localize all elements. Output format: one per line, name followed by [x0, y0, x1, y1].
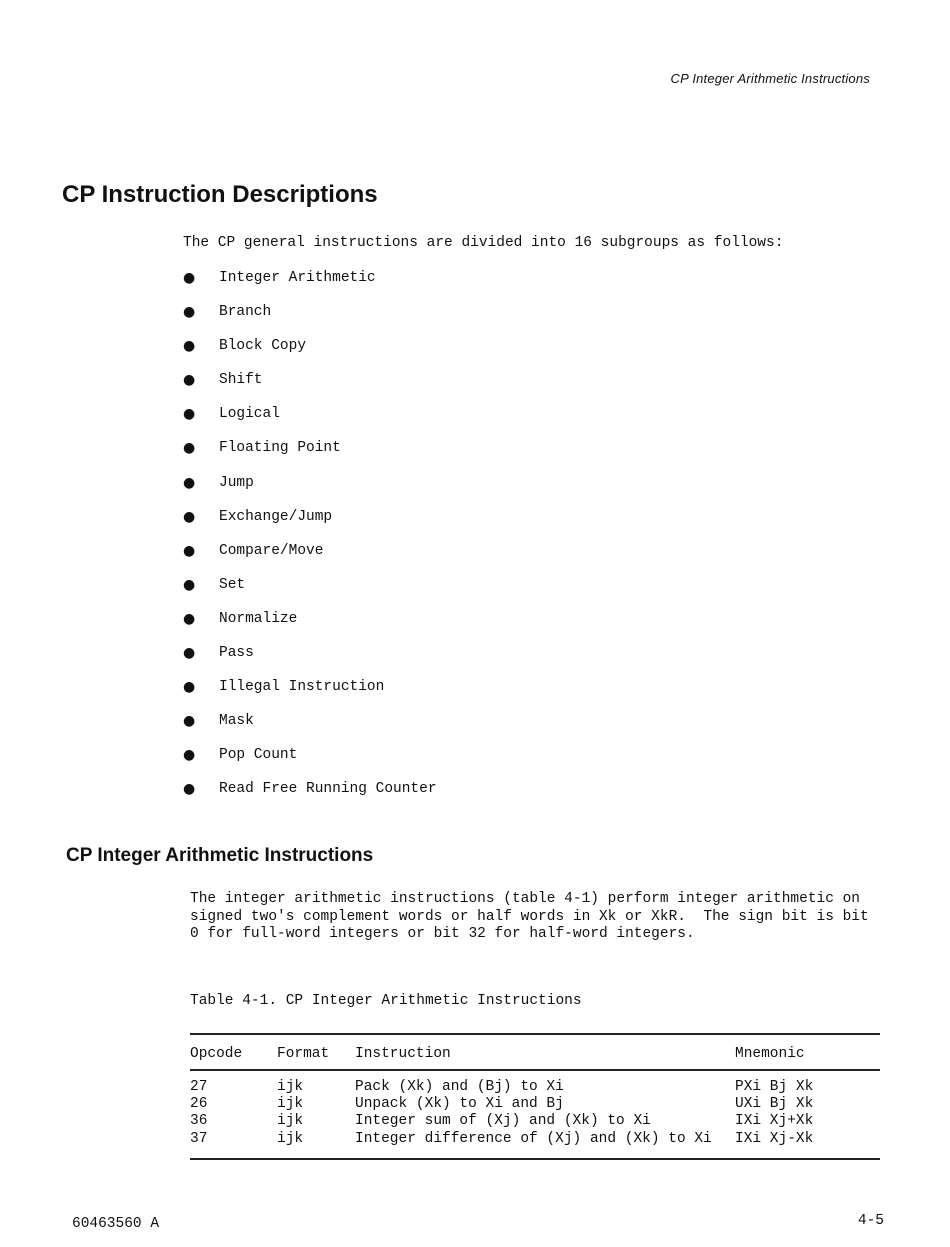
- cell-instruction: Integer sum of (Xj) and (Xk) to Xi: [355, 1113, 651, 1130]
- cell-instruction: Pack (Xk) and (Bj) to Xi: [355, 1079, 564, 1095]
- cell-opcode: 27: [190, 1079, 208, 1095]
- list-item-label: Mask: [219, 713, 254, 730]
- bullet-icon: ●: [183, 508, 196, 525]
- instruction-table: [190, 1033, 880, 1160]
- bullet-icon: ●: [183, 372, 196, 389]
- list-item-label: Integer Arithmetic: [219, 270, 376, 286]
- cell-mnemonic: PXi Bj Xk: [735, 1079, 814, 1095]
- paragraph-line: 0 for full-word integers or bit 32 for half-word integers.: [190, 926, 695, 942]
- list-item-label: Logical: [219, 406, 280, 423]
- cell-instruction: Unpack (Xk) to Xi and Bj: [355, 1096, 564, 1113]
- list-item-label: Set: [219, 576, 246, 593]
- list-item-label: Pass: [219, 645, 254, 662]
- table-row: [190, 1079, 880, 1096]
- list-item: [183, 779, 437, 813]
- list-item: [183, 302, 437, 336]
- cell-opcode: 36: [190, 1113, 208, 1130]
- list-item: [183, 507, 437, 541]
- bullet-icon: ●: [183, 645, 196, 662]
- list-item-label: Jump: [219, 474, 254, 491]
- running-header: CP Integer Arithmetic Instructions: [670, 71, 870, 86]
- table-row: [190, 1096, 880, 1113]
- cell-mnemonic: IXi Xj+Xk: [735, 1113, 814, 1130]
- table-caption: Table 4-1. CP Integer Arithmetic Instructions: [190, 993, 582, 1009]
- cell-format: ijk: [277, 1079, 304, 1095]
- bullet-icon: ●: [183, 542, 196, 559]
- bullet-icon: ●: [183, 338, 196, 355]
- bullet-icon: ●: [183, 713, 196, 730]
- bullet-icon: ●: [183, 747, 196, 764]
- document-number: 60463560 A: [72, 1216, 160, 1232]
- page-number: 4-5: [857, 1213, 884, 1229]
- section-title-integer-arithmetic: CP Integer Arithmetic Instructions: [66, 845, 374, 866]
- paragraph-line: The integer arithmetic instructions (table 4-1) perform integer arithmetic on: [190, 891, 861, 907]
- list-item: [183, 370, 437, 404]
- list-item: [183, 404, 437, 438]
- cell-instruction: Integer difference of (Xj) and (Xk) to Xi: [355, 1130, 712, 1147]
- list-item-label: Illegal Instruction: [219, 679, 385, 696]
- list-item: [183, 745, 437, 779]
- paragraph: [190, 891, 869, 944]
- list-item: [183, 473, 437, 507]
- table-row: [190, 1113, 880, 1130]
- cell-opcode: 37: [190, 1130, 208, 1147]
- bullet-icon: ●: [183, 474, 196, 491]
- section-title-instruction-descriptions: CP Instruction Descriptions: [62, 181, 378, 208]
- header-format: Format: [277, 1046, 330, 1062]
- list-item: [183, 643, 437, 677]
- cell-format: ijk: [277, 1096, 304, 1113]
- list-item: [183, 711, 437, 745]
- table-body: [190, 1071, 880, 1158]
- list-item-label: Branch: [219, 304, 272, 321]
- list-item: [183, 336, 437, 370]
- list-item: [183, 609, 437, 643]
- list-item-label: Compare/Move: [219, 542, 324, 559]
- bullet-icon: ●: [183, 576, 196, 593]
- bullet-icon: ●: [183, 304, 196, 321]
- table-header-row: [190, 1035, 880, 1069]
- bullet-icon: ●: [183, 270, 196, 286]
- subgroup-list: [183, 268, 437, 814]
- list-item-label: Block Copy: [219, 338, 307, 355]
- list-item: [183, 438, 437, 472]
- bullet-icon: ●: [183, 781, 196, 798]
- list-item: [183, 677, 437, 711]
- bullet-icon: ●: [183, 679, 196, 696]
- list-item-label: Normalize: [219, 610, 298, 627]
- paragraph-line: signed two's complement words or half words in Xk or XkR. The sign bit is bit: [190, 908, 869, 925]
- intro-text: The CP general instructions are divided into 16 subgroups as follows:: [183, 235, 784, 251]
- list-item-label: Floating Point: [219, 440, 341, 457]
- list-item-label: Shift: [219, 372, 263, 389]
- bullet-icon: ●: [183, 440, 196, 457]
- cell-mnemonic: IXi Xj-Xk: [735, 1130, 814, 1147]
- header-opcode: Opcode: [190, 1046, 243, 1062]
- table-bottom-rule: [190, 1158, 880, 1160]
- list-item: [183, 541, 437, 575]
- list-item-label: Read Free Running Counter: [219, 781, 437, 798]
- list-item: [183, 268, 437, 302]
- table-row: [190, 1131, 880, 1148]
- cell-format: ijk: [277, 1130, 304, 1147]
- header-mnemonic: Mnemonic: [735, 1046, 805, 1062]
- cell-mnemonic: UXi Bj Xk: [735, 1096, 814, 1113]
- cell-format: ijk: [277, 1113, 304, 1130]
- bullet-icon: ●: [183, 610, 196, 627]
- list-item: [183, 575, 437, 609]
- bullet-icon: ●: [183, 406, 196, 423]
- list-item-label: Exchange/Jump: [219, 508, 333, 525]
- header-instruction: Instruction: [355, 1046, 451, 1062]
- list-item-label: Pop Count: [219, 747, 298, 764]
- cell-opcode: 26: [190, 1096, 208, 1113]
